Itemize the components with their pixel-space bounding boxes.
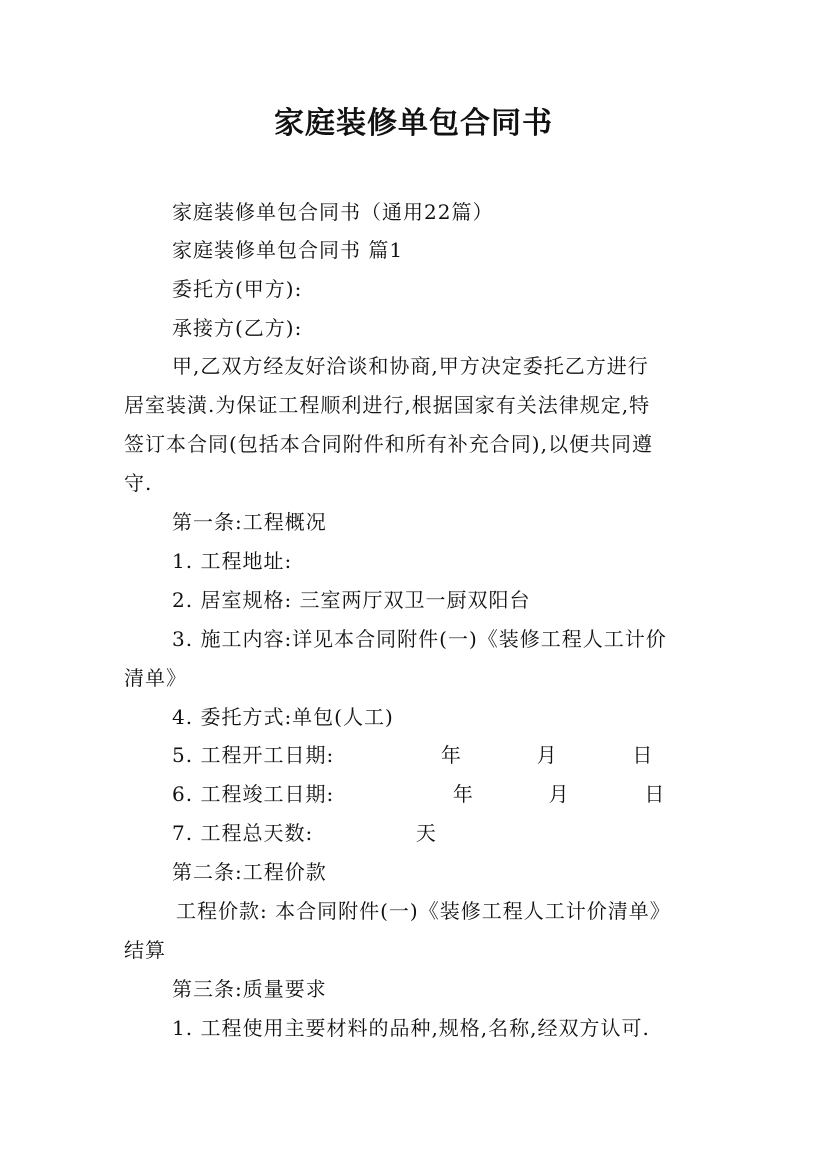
article2-heading: 第二条:工程价款 [172, 860, 327, 884]
end-month-unit: 月 [548, 782, 570, 806]
article1-item-scope-cont: 清单》 [124, 666, 187, 690]
article1-item-rooms: 2. 居室规格: 三室两厅双卫一厨双阳台 [172, 588, 531, 612]
intro-paragraph-line: 居室装潢.为保证工程顺利进行,根据国家有关法律规定,特 [124, 393, 651, 417]
article1-item-method: 4. 委托方式:单包(人工) [172, 705, 394, 729]
end-year-unit: 年 [452, 782, 474, 806]
article3-item-materials: 1. 工程使用主要材料的品种,规格,名称,经双方认可. [172, 1016, 650, 1040]
intro-paragraph-line: 签订本合同(包括本合同附件和所有补充合同),以便共同遵 [124, 432, 653, 456]
party-a-label: 委托方(甲方): [172, 277, 303, 301]
article1-item-start-date [172, 741, 653, 769]
article1-item-address: 1. 工程地址: [172, 549, 293, 573]
total-days-label: 7. 工程总天数: [172, 821, 314, 845]
article2-price-line-cont: 结算 [124, 938, 166, 962]
end-date-label: 6. 工程竣工日期: [172, 782, 335, 806]
start-year-unit: 年 [440, 743, 462, 767]
total-days-unit: 天 [415, 821, 437, 845]
article1-item-total-days [172, 819, 437, 847]
start-month-unit: 月 [536, 743, 558, 767]
document-subtitle: 家庭装修单包合同书（通用22篇） [172, 200, 494, 224]
section-heading: 家庭装修单包合同书 篇1 [172, 238, 404, 262]
article1-heading: 第一条:工程概况 [172, 510, 327, 534]
end-day-unit: 日 [644, 782, 666, 806]
intro-paragraph-line: 甲,乙双方经友好洽谈和协商,甲方决定委托乙方进行 [172, 354, 649, 378]
article3-heading: 第三条:质量要求 [172, 977, 327, 1001]
article2-price-line: 工程价款: 本合同附件(一)《装修工程人工计价清单》 [176, 899, 671, 923]
party-b-label: 承接方(乙方): [172, 316, 303, 340]
start-date-label: 5. 工程开工日期: [172, 743, 335, 767]
document-title: 家庭装修单包合同书 [274, 106, 553, 141]
article1-item-scope: 3. 施工内容:详见本合同附件(一)《装修工程人工计价 [172, 627, 667, 651]
article1-item-end-date [172, 780, 665, 808]
start-day-unit: 日 [632, 743, 654, 767]
intro-paragraph-line: 守. [124, 471, 153, 495]
